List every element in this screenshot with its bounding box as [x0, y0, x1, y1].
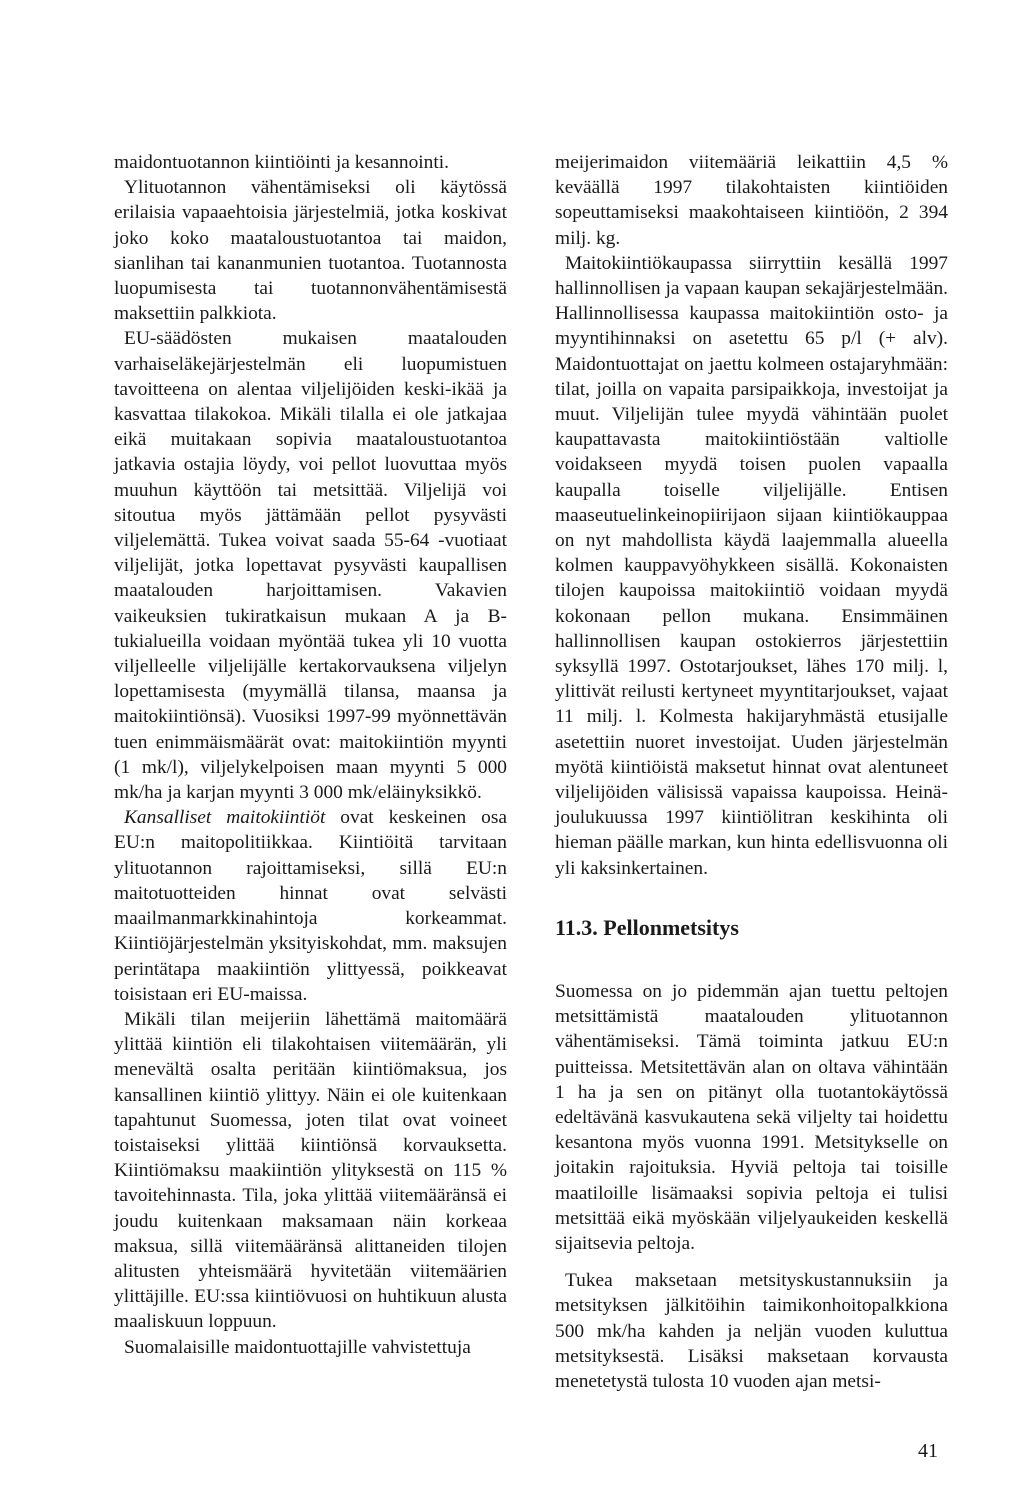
paragraph [114, 805, 507, 1007]
paragraph: Ylituotannon vähentämiseksi oli käytössä erilaisia vapaaehtoisia järjestelmiä, jotka koskivat joko koko maataloustuotantoa tai maidon, sianlihan tai kananmunien tuotantoa. Tuotannosta luopumisesta tai tuotannonvähentämisestä maksettiin palkkiota. [114, 177, 507, 325]
italic-term: Kansalliset maitokiintiöt [124, 807, 326, 829]
paragraph: meijerimaidon viitemääriä leikattiin 4,5 % keväällä 1997 tilakohtaisten kiintiöiden sopeuttamiseksi maakohtaiseen kiintiöön, 2 394 milj. kg. [555, 152, 948, 249]
left-column [114, 150, 507, 1360]
section-heading: 11.3. Pellonmetsitys [555, 914, 739, 940]
paragraph: Suomessa on jo pidemmän ajan tuettu peltojen metsittämistä maatalouden ylituotannon vähentämiseksi. Tämä toiminta jatkuu EU:n puitteissa. Metsitettävän alan on oltava vähintään 1 ha ja sen on pitänyt olla tuotantokäytössä edeltävänä kasvukautena sekä viljelty tai hoidettu kesantona myös vuonna 1991. Metsitykselle on joitakin rajoituksia. Hyviä peltoja tai toisille maatiloille lisämaaksi sopivia peltoja ei tulisi metsittää eikä myöskään viljelyaukeiden keskellä sijaitsevia peltoja. [555, 980, 948, 1254]
paragraph: Suomalaisille maidontuottajille vahvistettuja [124, 1336, 471, 1358]
paragraph-text: ovat keskeinen osa EU:n maitopolitiikkaa. Kiintiöitä tarvitaan ylituotannon rajoittamiseksi, sillä EU:n maitotuotteiden hinnat ovat selvästi maailmanmarkkinahintoja korkeammat. Kiintiöjärjestelmän yksityiskohdat, mm. maksujen perintätapa maakiintiön ylittyessä, poikkeavat toisistaan eri EU-maissa. [114, 807, 508, 1005]
paragraph: Maitokiintiökaupassa siirryttiin kesällä 1997 hallinnollisen ja vapaan kaupan sekajärjestelmään. Hallinnollisessa kaupassa maitokiintiön osto- ja myyntihinnaksi on asetettu 65 p/l (+ alv). Maidontuottajat on jaettu kolmeen ostajaryhmään: tilat, joilla on vapaita parsipaikkoja, investoijat ja muut. Viljelijän tulee myydä vähintään puolet kaupattavasta maitokiintiöstään valtiolle voidakseen myydä toisen puolen vapaalla kaupalla toiselle viljelijälle. Entisen maaseutuelinkeinopiirijaon sijaan kiintiökauppaa on nyt mahdollista käydä laajemmalla alueella kolmen kauppavyöhykkeen sisällä. Kokonaisten tilojen kaupoissa maitokiintiö voidaan myydä kokonaan pellon mukana. Ensimmäinen hallinnollisen kaupan ostokierros järjestettiin syksyllä 1997. Ostotarjoukset, lähes 170 milj. l, ylittivät reilusti kertyneet myyntitarjoukset, vajaat 11 milj. l. Kolmesta hakijaryhmästä etusijalle asetettiin nuoret investoijat. Uuden järjestelmän myötä kiintiöistä maksetut hinnat ovat alentuneet viljelijöiden välisissä vapaissa kaupoissa. Heinä-joulukuussa 1997 kiintiölitran keskihinta oli hieman päälle markan, kun hinta edellisvuonna oli yli kaksinkertainen. [555, 252, 948, 879]
paragraph: maidontuotannon kiintiöinti ja kesannointi. [114, 152, 449, 173]
paragraph: Mikäli tilan meijeriin lähettämä maitomäärä ylittää kiintiön eli tilakohtaisen viitemäärän, yli menevältä osalta peritään kiintiömaksua, jos kansallinen kiintiö ylittyy. Näin ei ole kuitenkaan tapahtunut Suomessa, joten tilat ovat voineet toistaiseksi ylittää kiintiönsä korvauksetta. Kiintiömaksu maakiintiön ylityksestä on 115 % tavoitehinnasta. Tila, joka ylittää viitemääränsä ei joudu kuitenkaan maksamaan näin korkeaa maksua, sillä viitemääränsä alittaneiden tilojen alitusten yhteismäärä hyvitetään viitemäärien ylittäjille. EU:ssa kiintiövuosi on huhtikuun alusta maaliskuun loppuun. [114, 1008, 507, 1333]
page-number: 41 [918, 1440, 938, 1462]
right-column [555, 150, 948, 1394]
paragraph: Tukea maksetaan metsityskustannuksiin ja metsityksen jälkitöihin taimikonhoitopalkkiona 500 mk/ha kahden ja neljän vuoden kuluttua metsityksestä. Lisäksi maksetaan korvausta menetetystä tulosta 10 vuoden ajan metsi- [555, 1270, 948, 1392]
paragraph: EU-säädösten mukaisen maatalouden varhaiseläkejärjestelmän eli luopumistuen tavoitteena on alentaa viljelijöiden keski-ikää ja kasvattaa tilakokoa. Mikäli tilalla ei ole jatkajaa eikä muitakaan sopivia maataloustuotantoa jatkavia ostajia löydy, voi pellot luovuttaa myös muuhun käyttöön tai metsittää. Viljelijä voi sitoutua myös jättämään pellot pysyvästi viljelemättä. Tukea voivat saada 55-64 -vuotiaat viljelijät, jotka lopettavat pysyvästi kaupallisen maatalouden harjoittamisen. Vakavien vaikeuksien tukiratkaisun mukaan A ja B-tukialueilla voidaan myöntää tukea yli 10 vuotta viljelleelle viljelijälle kertakorvauksena viljelyn lopettamisesta (myymällä tilansa, maansa ja maitokiintiönsä). Vuosiksi 1997-99 myönnettävän tuen enimmäismäärät ovat: maitokiintiön myynti (1 mk/l), viljelykelpoisen maan myynti 5 000 mk/ha ja karjan myynti 3 000 mk/eläinyksikkö. [114, 328, 507, 804]
